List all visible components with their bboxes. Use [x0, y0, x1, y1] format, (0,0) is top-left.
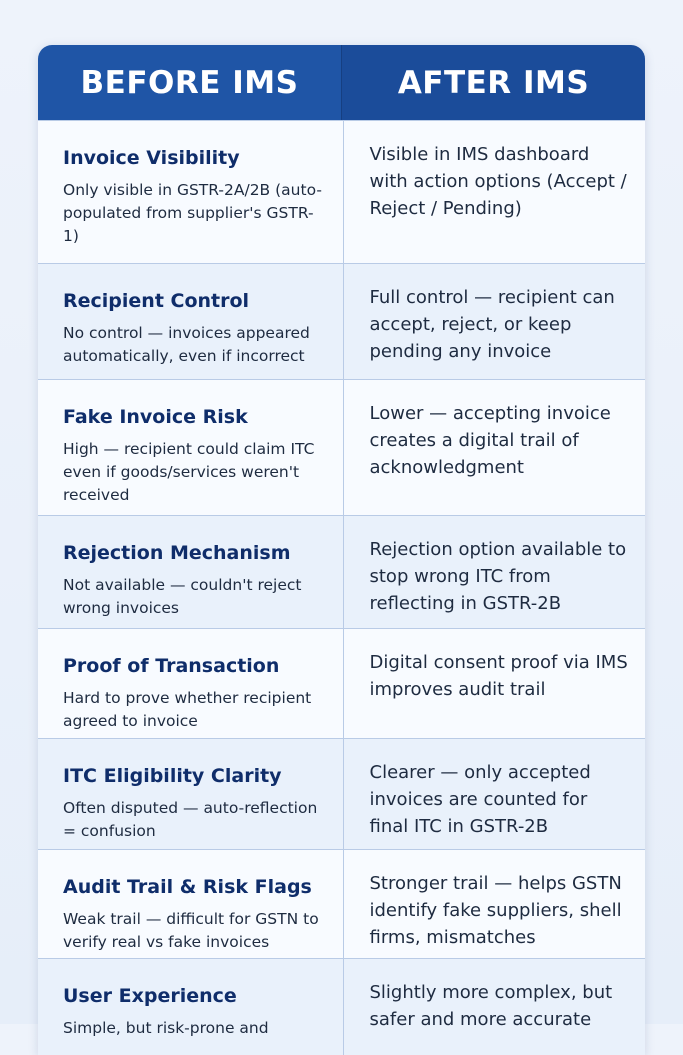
- before-cell: [38, 380, 344, 515]
- after-cell: [344, 121, 646, 263]
- row-title: Fake Invoice Risk: [63, 406, 248, 428]
- row-title: Invoice Visibility: [63, 147, 240, 169]
- row-title: Recipient Control: [63, 290, 250, 312]
- before-cell: [38, 264, 344, 379]
- after-text: Rejection option available to stop wrong ITC from reflecting in GSTR-2B: [369, 539, 627, 614]
- comparison-table: [38, 45, 645, 1055]
- after-cell: [344, 516, 646, 628]
- after-cell: [344, 629, 646, 738]
- table-row: [38, 120, 645, 263]
- before-text: Simple, but risk-prone and: [63, 1019, 269, 1037]
- before-text: Not available — couldn't reject wrong invoices: [63, 576, 302, 617]
- after-text: Full control — recipient can accept, reject, or keep pending any invoice: [369, 287, 615, 362]
- after-text: Stronger trail — helps GSTN identify fake suppliers, shell firms, mismatches: [369, 873, 622, 948]
- table-row: [38, 379, 645, 515]
- row-title: Audit Trail & Risk Flags: [63, 876, 312, 898]
- after-cell: [344, 959, 646, 1055]
- table-row: [38, 738, 645, 849]
- after-cell: [344, 380, 646, 515]
- after-text: Clearer — only accepted invoices are counted for final ITC in GSTR-2B: [369, 762, 591, 837]
- table-header: [38, 45, 645, 120]
- before-text: Weak trail — difficult for GSTN to verify real vs fake invoices: [63, 910, 319, 951]
- after-text: Digital consent proof via IMS improves audit trail: [369, 652, 628, 700]
- table-row: [38, 263, 645, 379]
- row-title: User Experience: [63, 985, 237, 1007]
- before-text: High — recipient could claim ITC even if goods/services weren't received: [63, 440, 315, 504]
- table-row: [38, 515, 645, 628]
- before-ims-header: BEFORE IMS: [38, 45, 341, 120]
- table-row: [38, 628, 645, 738]
- row-title: Proof of Transaction: [63, 655, 280, 677]
- table-row: [38, 849, 645, 958]
- after-cell: [344, 739, 646, 849]
- after-cell: [344, 264, 646, 379]
- row-title: Rejection Mechanism: [63, 542, 291, 564]
- before-cell: [38, 850, 344, 958]
- before-cell: [38, 516, 344, 628]
- before-cell: [38, 959, 344, 1055]
- before-text: No control — invoices appeared automatically, even if incorrect: [63, 324, 310, 365]
- before-text: Often disputed — auto-reflection = confusion: [63, 799, 318, 840]
- table-row: [38, 958, 645, 1055]
- after-cell: [344, 850, 646, 958]
- after-text: Slightly more complex, but safer and more accurate: [369, 982, 613, 1030]
- before-text: Only visible in GSTR-2A/2B (auto-populated from supplier's GSTR-1): [63, 181, 322, 245]
- before-text: Hard to prove whether recipient agreed to invoice: [63, 689, 312, 730]
- row-title: ITC Eligibility Clarity: [63, 765, 282, 787]
- before-cell: [38, 121, 344, 263]
- before-cell: [38, 629, 344, 738]
- after-text: Lower — accepting invoice creates a digital trail of acknowledgment: [369, 403, 611, 478]
- before-cell: [38, 739, 344, 849]
- after-ims-header: AFTER IMS: [341, 45, 645, 120]
- after-text: Visible in IMS dashboard with action options (Accept / Reject / Pending): [369, 144, 627, 219]
